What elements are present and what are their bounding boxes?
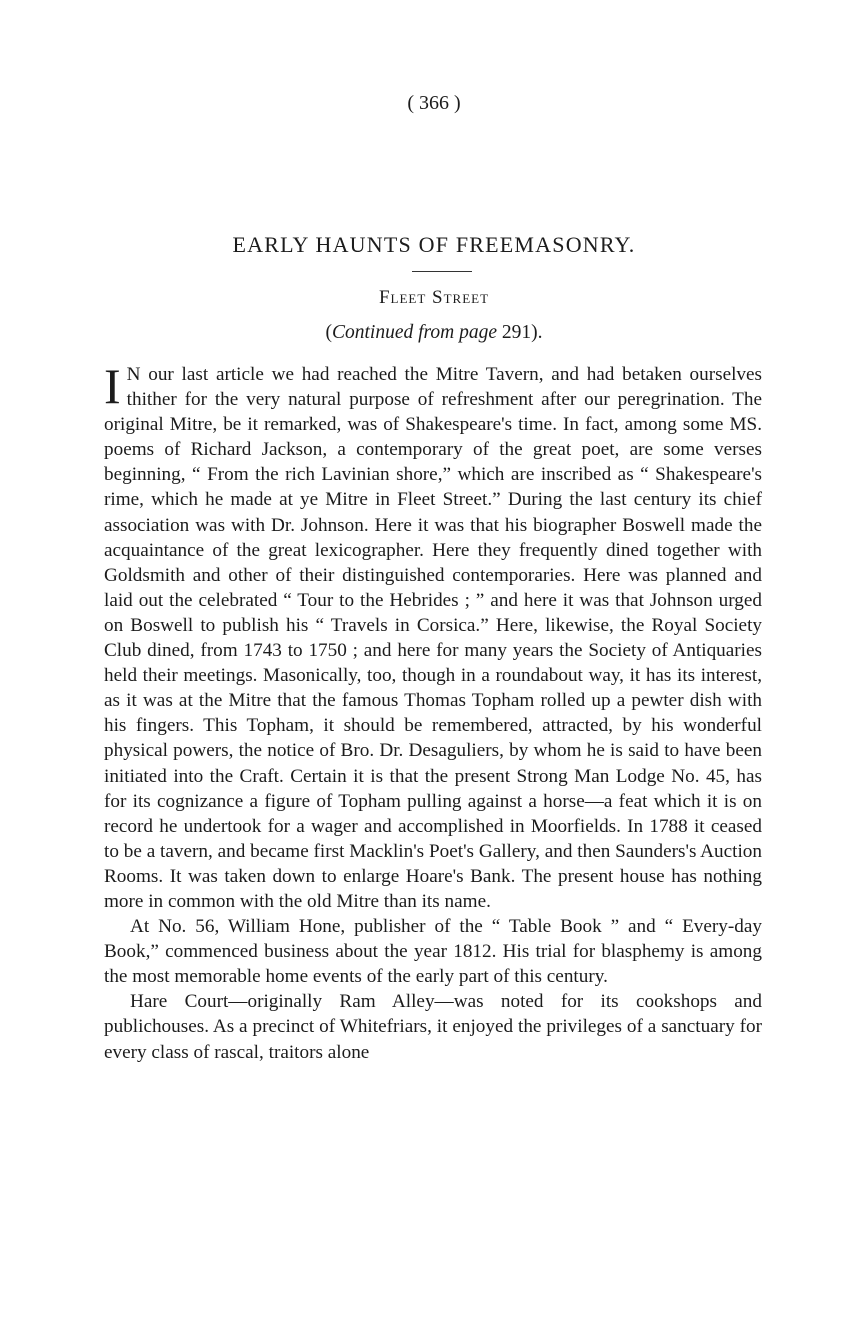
continued-italic: Continued from page xyxy=(331,322,498,343)
paragraph-3: Hare Court—originally Ram Alley—was noted for its cookshops and publichouses. As a precinct of Whitefriars, it enjoyed the privileges of a sanctuary for every class of rascal, traitors alone xyxy=(104,991,762,1063)
drop-cap: I xyxy=(104,358,121,414)
article-subtitle: Fleet Street xyxy=(378,287,490,308)
continued-open: ( xyxy=(325,322,332,343)
paragraph-1-text: N our last article we had reached the Mitre Tavern, and had betaken ourselves thither for the very natural purpose of refreshment after our peregrination. The original Mitre, be it remarked, was of Shakespeare's time. In fact, among some MS. poems of Richard Jackson, a contemporary of the great poet, are some verses beginning, “ From the rich Lavinian shore,” which are inscribed as “ Shakespeare's rime, which he made at ye Mitre in Fleet Street.” During the last century its chief association was with Dr. Johnson. Here it was that his biographer Boswell made the acquaintance of the great lexicographer. Here they frequently dined together with Goldsmith and other of their distinguished contemporaries. Here was planned and laid out the celebrated “ Tour to the Hebrides ; ” and here it was that Johnson urged on Boswell to publish his “ Travels in Corsica.” Here, likewise, the Royal Society Club dined, from 1743 to 1750 ; and here for many years the Society of Antiquaries held their meetings. Masonically, too, though in a roundabout way, it has its interest, as it was at the Mitre that the famous Thomas Topham rolled up a pewter dish with his fingers. This Topham, it should be remembered, attracted, by his wonderful physical powers, the notice of Bro. Dr. Desaguliers, by whom he is said to have been initiated into the Craft. Certain it is that the present Strong Man Lodge No. 45, has for its cognizance a figure of Topham pulling against a horse—a feat which it is on record he undertook for a wager and accomplished in Moorfields. In 1788 it ceased to be a tavern, and became first Macklin's Poet's Gallery, and then Saunders's Auction Rooms. It was taken down to enlarge Hoare's Bank. The present house has nothing more in common with the old Mitre than its name. xyxy=(104,364,762,912)
continued-page: 291). xyxy=(501,322,543,343)
paragraph-1 xyxy=(104,358,762,914)
page-number: ( 366 ) xyxy=(407,92,461,114)
title-divider xyxy=(412,271,472,272)
paragraph-2: At No. 56, William Hone, publisher of the “ Table Book ” and “ Every-day Book,” commenced business about the year 1812. His trial for blasphemy is among the most memorable home events of the early part of this century. xyxy=(104,916,762,988)
article-title: EARLY HAUNTS OF FREEMASONRY. xyxy=(232,232,636,257)
continued-note xyxy=(0,322,868,344)
article-body xyxy=(104,358,762,1065)
